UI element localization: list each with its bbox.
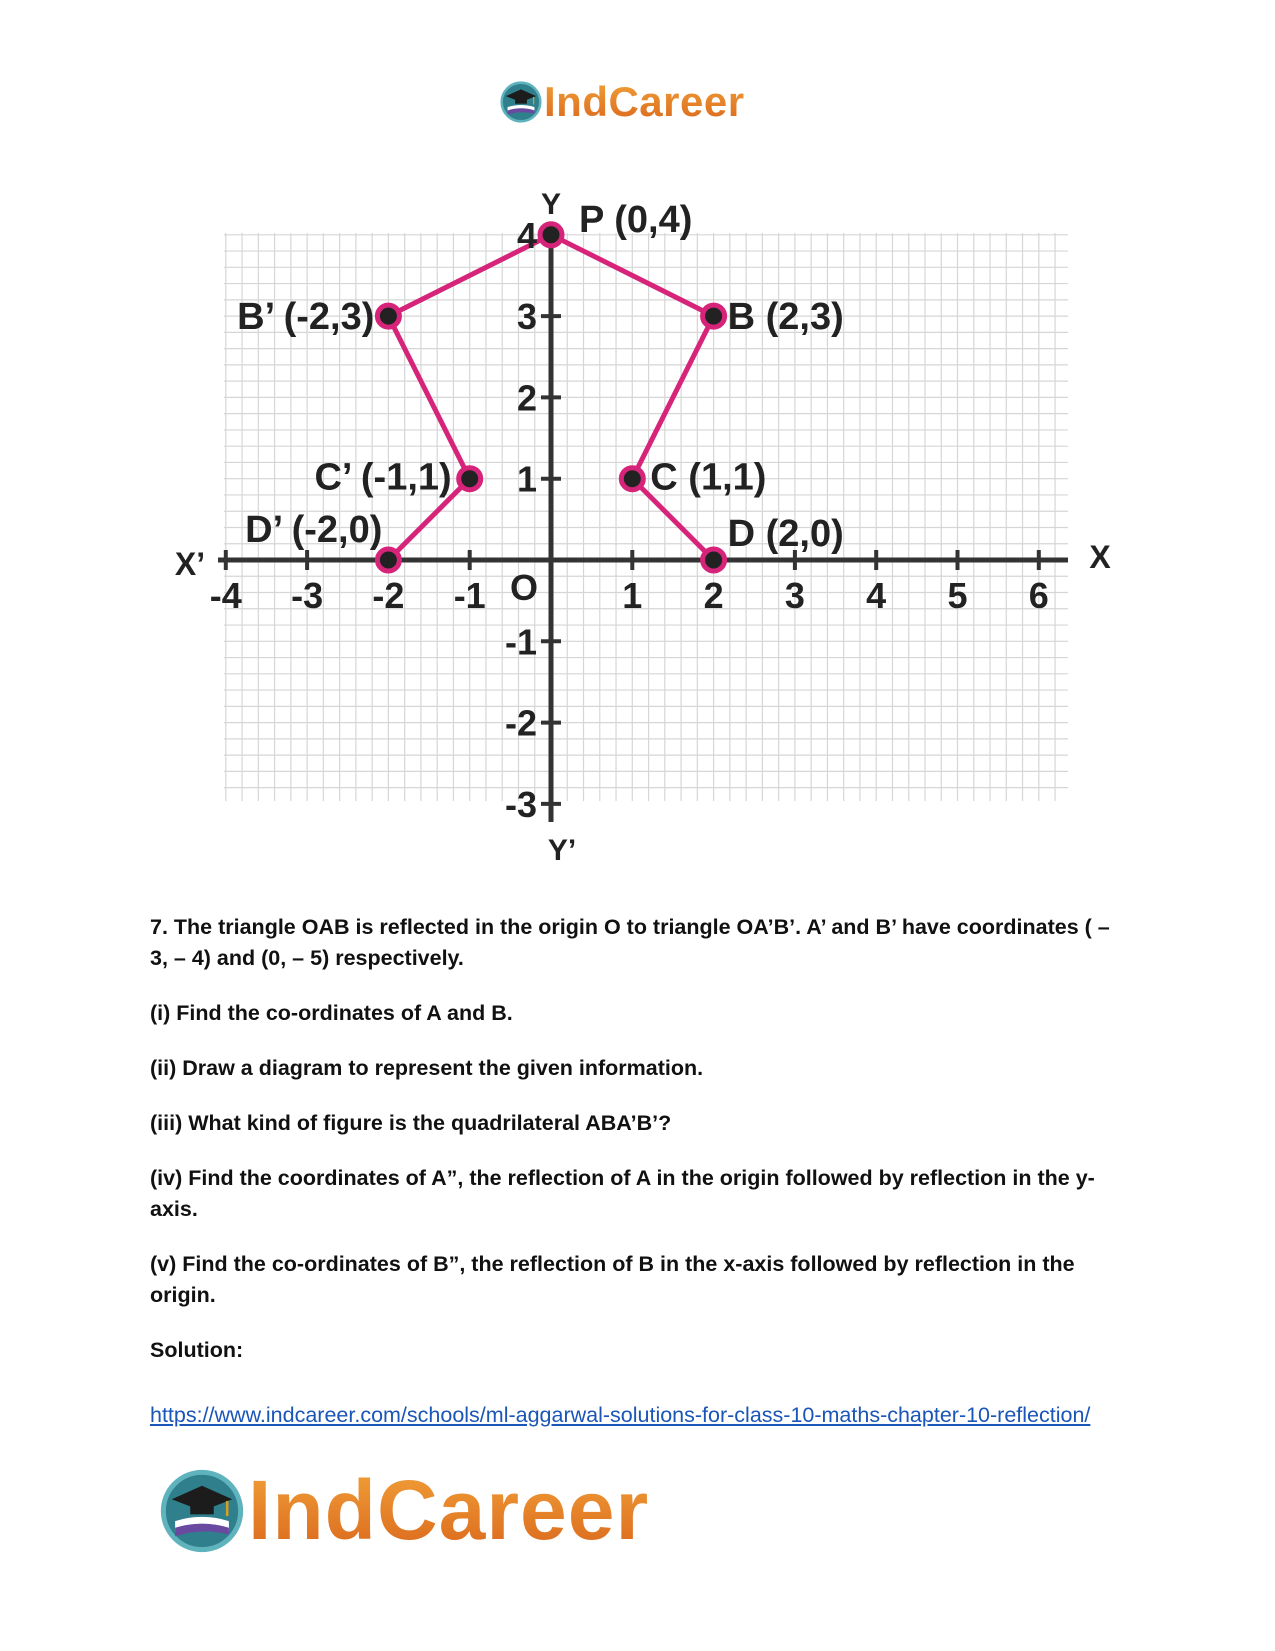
y-tick-label: -3 — [504, 783, 537, 825]
solution-link[interactable]: https://www.indcareer.com/schools/ml-aggarwal-solutions-for-class-10-maths-chapter-10-reflection/ — [150, 1403, 1091, 1427]
x-axis-label: X — [1089, 539, 1111, 575]
point-label: P (0,4) — [579, 198, 693, 241]
point-label: C (1,1) — [650, 456, 767, 499]
y-axis-label: Y — [540, 188, 562, 221]
point-D — [703, 549, 725, 571]
point-label: B’ (-2,3) — [237, 296, 375, 339]
x-tick-label: 6 — [1028, 575, 1049, 616]
question-content — [150, 912, 1125, 1431]
question-part-5: (v) Find the co-ordinates of B”, the reflection of B in the x-axis followed by reflection in the origin. — [150, 1252, 1075, 1307]
x-tick-label: -4 — [209, 575, 242, 616]
x-tick-label: -3 — [291, 575, 324, 616]
question-part-3: (iii) What kind of figure is the quadrilateral ABA’B’? — [150, 1111, 672, 1135]
point-label: D (2,0) — [727, 513, 844, 555]
point-D-prime — [377, 549, 399, 571]
bottom-logo — [160, 1462, 649, 1559]
y-tick-label: 1 — [516, 458, 537, 500]
question-part-1: (i) Find the co-ordinates of A and B. — [150, 1001, 513, 1025]
x-tick-label: 4 — [866, 575, 887, 616]
question-intro: 7. The triangle OAB is reflected in the origin O to triangle OA’B’. A’ and B’ have coordinates ( – 3, – 4) and (0, – 5) respectively. — [150, 915, 1110, 970]
y-tick-label: 3 — [516, 296, 537, 338]
question-part-4: (iv) Find the coordinates of A”, the reflection of A in the origin followed by reflection in the y-axis. — [150, 1166, 1095, 1221]
x-tick-label: 5 — [947, 575, 968, 616]
point-C — [621, 468, 643, 490]
x-tick-label: 2 — [703, 575, 724, 616]
y-tick-label: 2 — [516, 377, 537, 419]
solution-label: Solution: — [150, 1338, 244, 1362]
point-label: B (2,3) — [727, 296, 844, 339]
x-tick-label: 3 — [784, 575, 805, 616]
point-B — [703, 305, 725, 327]
x-tick-label: -1 — [453, 575, 486, 616]
x-tick-label: 1 — [622, 575, 643, 616]
origin-label: O — [509, 567, 539, 608]
y-prime-axis-label: Y’ — [547, 834, 577, 867]
x-prime-axis-label: X’ — [174, 546, 206, 582]
point-B-prime — [377, 305, 399, 327]
point-label: D’ (-2,0) — [245, 509, 383, 551]
y-tick-label: 4 — [516, 214, 537, 256]
graduation-cap-book-logo-icon — [160, 1469, 244, 1553]
question-part-2: (ii) Draw a diagram to represent the given information. — [150, 1056, 704, 1080]
y-tick-label: -2 — [504, 702, 537, 744]
brand-name: IndCareer — [544, 78, 745, 125]
point-P — [540, 224, 562, 246]
point-C-prime — [459, 468, 481, 490]
x-tick-label: -2 — [372, 575, 405, 616]
brand-name: IndCareer — [248, 1463, 650, 1557]
y-tick-label: -1 — [504, 621, 537, 663]
point-label: C’ (-1,1) — [314, 456, 452, 499]
